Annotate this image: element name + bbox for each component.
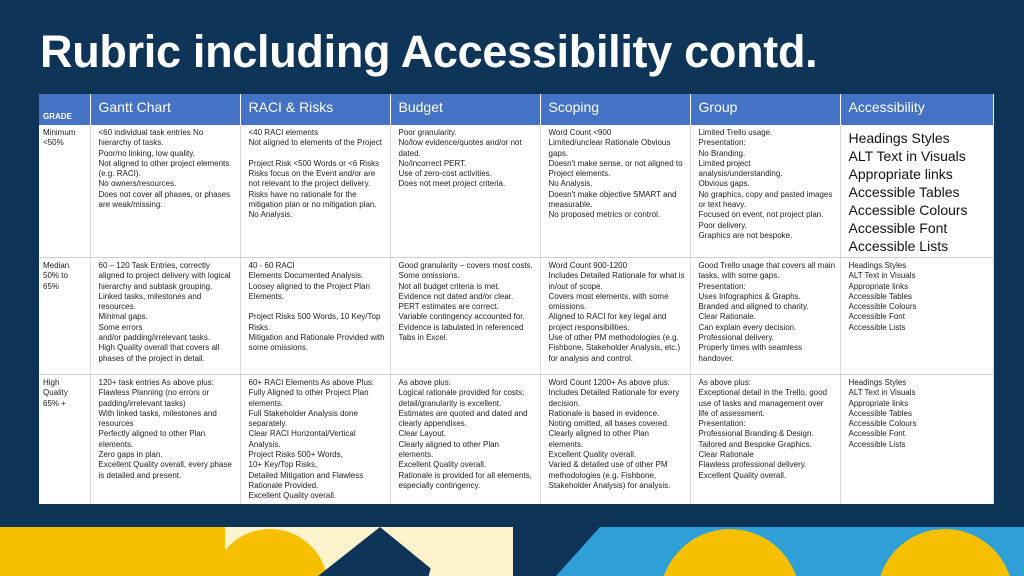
decorative-footer-band	[0, 527, 1024, 576]
cell-scoping: Word Count 1200+ As above plus: Includes Detailed Rationale for every decision. Rationale is based in evidence. Noting omitted, all bases covered. Clearly aligned to other Plan elements. Excellent Quality overall. Varied & detailed use of other PM methodologies (e.g. Fishbone, Stakeholder Analysis) for analysis.	[540, 375, 690, 504]
cell-accessibility: Headings Styles ALT Text in Visuals Appropriate links Accessible Tables Accessible Colours Accessible Font Accessible Lists	[840, 125, 993, 258]
grade-label: High Quality 65% +	[39, 375, 90, 504]
yellow-block	[0, 527, 225, 576]
column-header-raci: RACI & Risks	[240, 94, 390, 125]
cell-group: Limited Trello usage. Presentation: No Branding. Limited project analysis/understanding. Obvious gaps. No graphics, copy and pasted images or text heavy. Focused on event, not project plan. Poor delivery. Graphics are not bespoke.	[690, 125, 840, 258]
table-header-row	[39, 94, 993, 125]
column-header-group: Group	[690, 94, 840, 125]
cell-budget: As above plus: Logical rationale provided for costs; detail/granularity is excellent. Estimates are quoted and dated and clearly appendixes. Clear Layout. Clearly aligned to other Plan elements. Excellent Quality overall. Rationale is provided for all elements, especially contingency.	[390, 375, 540, 504]
table-row-median	[39, 258, 993, 375]
column-header-scoping: Scoping	[540, 94, 690, 125]
rubric-table	[39, 94, 994, 504]
column-header-accessibility: Accessibility	[840, 94, 993, 125]
cell-budget: Good granularity – covers most costs. Some omissions. Not all budget criteria is met. Evidence not dated and/or clear. PERT estimates are correct. Variable contingency accounted for. Evidence is tabulated in referenced Tabs in Excel.	[390, 258, 540, 375]
navy-triangle	[318, 527, 440, 576]
cell-group: As above plus: Exceptional detail in the Trello, good use of tasks and management over life of assessment. Presentation: Professional Branding & Design. Tailored and Bespoke Graphics. Clear Rationale Flawless professional delivery. Excellent Quality overall.	[690, 375, 840, 504]
page-title: Rubric including Accessibility contd.	[40, 26, 818, 77]
cell-raci: 60+ RACI Elements As above Plus: Fully Aligned to other Project Plan elements. Full Stakeholder Analysis done separately. Clear RACI Horizontal/Vertical Analysis. Project Risks 500+ Words, 10+ Key/Top Risks, Detailed Mitigation and Flawless Rationale Provided. Excellent Quality overall.	[240, 375, 390, 504]
cell-scoping: Word Count 900-1200 Includes Detailed Rationale for what is in/out of scope. Covers most elements, with some omissions. Aligned to RACI for key legal and project responsibilities. Use of other PM methodologies (e.g. Fishbone, Stakeholder Analysis, etc.) for analysis and control.	[540, 258, 690, 375]
cell-gantt: <60 individual task entries No hierarchy of tasks. Poor/no linking, low quality. Not aligned to other project elements (e.g. RACI). No owners/resources. Does not cover all phases, or phases are weak/missing.	[90, 125, 240, 258]
table-row-high-quality	[39, 375, 993, 504]
cell-raci: 40 - 60 RACI Elements Documented Analysis. Loosey aligned to the Project Plan Elements. Project Risks 500 Words, 10 Key/Top Risks. Mitigation and Rationale Provided with some omissions.	[240, 258, 390, 375]
grade-label: Minimum <50%	[39, 125, 90, 258]
rubric-table-container	[39, 94, 993, 504]
cell-raci: <40 RACI elements Not aligned to elements of the Project Project Risk <500 Words or <6 Risks Risks focus on the Event and/or are not relevant to the project delivery. Risks have no rationale for the mitigation plan or no mitigation plan. No Analysis.	[240, 125, 390, 258]
cell-accessibility: Headings Styles ALT Text in Visuals Appropriate links Accessible Tables Accessible Colours Accessible Font Accessible Lists	[840, 258, 993, 375]
cell-accessibility: Headings Styles ALT Text in Visuals Appropriate links Accessible Tables Accessible Colours Accessible Font Accessible Lists	[840, 375, 993, 504]
cell-gantt: 120+ task entries As above plus: Flawless Planning (no errors or padding/irrelevant tasks) With linked tasks, milestones and resources Perfectly aligned to other Plan elements. Zero gaps in plan. Excellent Quality overall, every phase is detailed and present.	[90, 375, 240, 504]
cell-budget: Poor granularity. No/low evidence/quotes and/or not dated. No/incorrect PERT. Use of zero-cost activities. Does not meet project criteria.	[390, 125, 540, 258]
grade-label: Median 50% to 65%	[39, 258, 90, 375]
decorative-shapes	[0, 527, 1024, 576]
column-header-budget: Budget	[390, 94, 540, 125]
column-header-gantt: Gantt Chart	[90, 94, 240, 125]
yellow-circle	[212, 529, 328, 576]
grade-header: GRADE	[39, 94, 90, 125]
cell-scoping: Word Count <900 Limited/unclear Rationale Obvious gaps. Doesn't make sense, or not aligned to Project elements. No Analysis. Doesn't make objective SMART and measurable. No proposed metrics or control.	[540, 125, 690, 258]
cell-group: Good Trello usage that covers all main tasks, with some gaps. Presentation: Uses Infographics & Graphs. Branded and aligned to charity. Clear Rationale. Can explain every decision. Professional delivery. Properly times with seamless handover.	[690, 258, 840, 375]
table-row-minimum	[39, 125, 993, 258]
cell-gantt: 60 – 120 Task Entries, correctly aligned to project delivery with logical hierarchy and subtask grouping. Linked tasks, milestones and resources. Minimal gaps. Some errors and/or padding/irrelevant tasks. High Quality overall that covers all phases of the project in detail.	[90, 258, 240, 375]
